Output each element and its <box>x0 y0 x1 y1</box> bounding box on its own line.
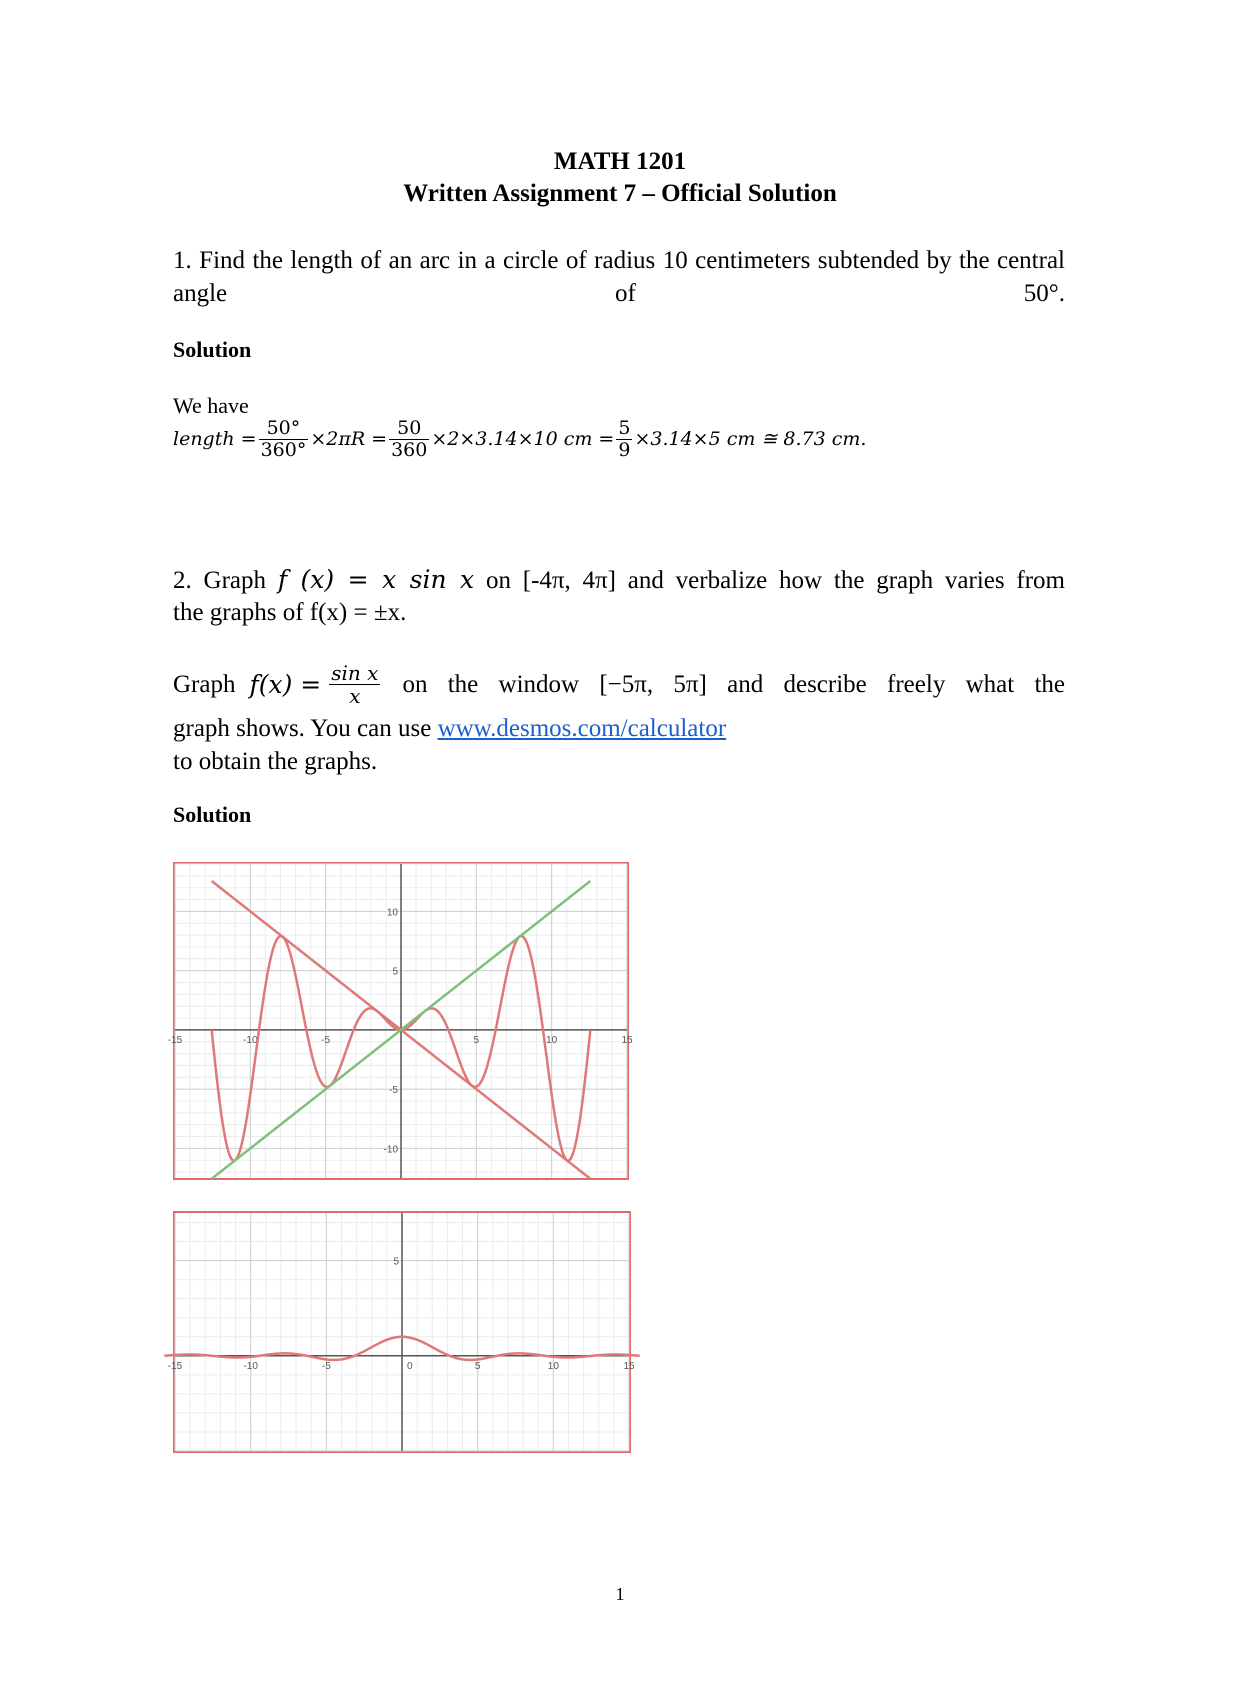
sinc-num: sin x <box>331 661 379 685</box>
eq-frac1-num: 50° <box>259 418 309 440</box>
window-text: on the window [−5π, 5π] and describe freely what the <box>402 671 1065 698</box>
question-1-text: 1. Find the length of an arc in a circle of radius 10 centimeters subtended by the central angle of 50°. <box>173 247 1065 307</box>
graph-sinc-plot <box>167 1213 635 1451</box>
x-tick-label: 15 <box>621 1034 633 1046</box>
y-tick-label: -5 <box>389 1085 398 1097</box>
x-tick-label: 10 <box>546 1034 558 1046</box>
question-2-line-5: to obtain the graphs. <box>173 748 378 775</box>
eq-fraction-1 <box>259 418 309 461</box>
graph-word: Graph <box>173 671 236 698</box>
y-tick-label: 10 <box>386 907 398 919</box>
x-tick-label: 0 <box>407 1360 413 1372</box>
eq-fraction-2 <box>389 418 429 461</box>
eq-fraction-3 <box>616 418 632 461</box>
x-tick-label: 5 <box>473 1034 480 1046</box>
x-tick-label: 10 <box>547 1360 559 1372</box>
assignment-title: Written Assignment 7 – Official Solution <box>403 180 837 207</box>
q2-function: f (x) = x sin x <box>277 565 475 594</box>
x-tick-label: -10 <box>243 1360 258 1372</box>
eq-frac1-den: 360° <box>260 438 307 461</box>
x-tick-label: -5 <box>321 1034 331 1046</box>
x-tick-label: -10 <box>243 1034 258 1046</box>
course-title: MATH 1201 <box>553 148 687 175</box>
question-2-line-3 <box>173 662 1065 707</box>
question-2-line-1 <box>173 563 1065 597</box>
page-number: 1 <box>615 1584 625 1604</box>
eq-part-3: ×3.14×5 cm ≅ 8.73 cm. <box>634 428 867 451</box>
graph-x-sin-x-plot <box>167 864 633 1178</box>
q2-prefix: 2. Graph <box>173 567 278 594</box>
question-2-line-4 <box>173 712 1065 745</box>
x-tick-label: -15 <box>167 1034 183 1046</box>
eq-frac3-den: 9 <box>618 438 631 461</box>
eq-frac2-num: 50 <box>389 418 429 440</box>
graph-sinc <box>167 1211 635 1453</box>
y-tick-label: -10 <box>383 1144 398 1156</box>
desmos-link[interactable]: www.desmos.com/calculator <box>437 715 727 742</box>
y-tick-label: 5 <box>392 966 398 978</box>
q2-solution-label: Solution <box>173 802 252 827</box>
eq-lhs: length = <box>173 428 257 451</box>
sinc-fraction <box>329 662 380 707</box>
x-tick-label: -5 <box>321 1360 331 1372</box>
arc-length-equation <box>173 418 866 461</box>
eq-frac3-num: 5 <box>618 417 631 439</box>
x-tick-label: -15 <box>167 1360 183 1372</box>
q1-solution-label: Solution <box>173 337 252 362</box>
q2-suffix: on [-4π, 4π] and verbalize how the graph varies from <box>474 567 1066 594</box>
eq-part-1: ×2πR = <box>310 428 388 451</box>
y-tick-label: 5 <box>393 1256 399 1268</box>
question-2-line-2: the graphs of f(x) = ±x. <box>173 599 407 626</box>
we-have-text: We have <box>173 393 249 418</box>
sinc-lhs: f(x) = <box>249 670 322 699</box>
eq-frac2-den: 360 <box>391 438 428 461</box>
x-tick-label: 15 <box>623 1360 635 1372</box>
line4-prefix: graph shows. You can use <box>173 715 438 742</box>
graph-x-sin-x <box>167 862 633 1180</box>
sinc-den: x <box>349 684 361 708</box>
eq-part-2: ×2×3.14×10 cm = <box>431 428 615 451</box>
x-tick-label: 5 <box>474 1360 481 1372</box>
